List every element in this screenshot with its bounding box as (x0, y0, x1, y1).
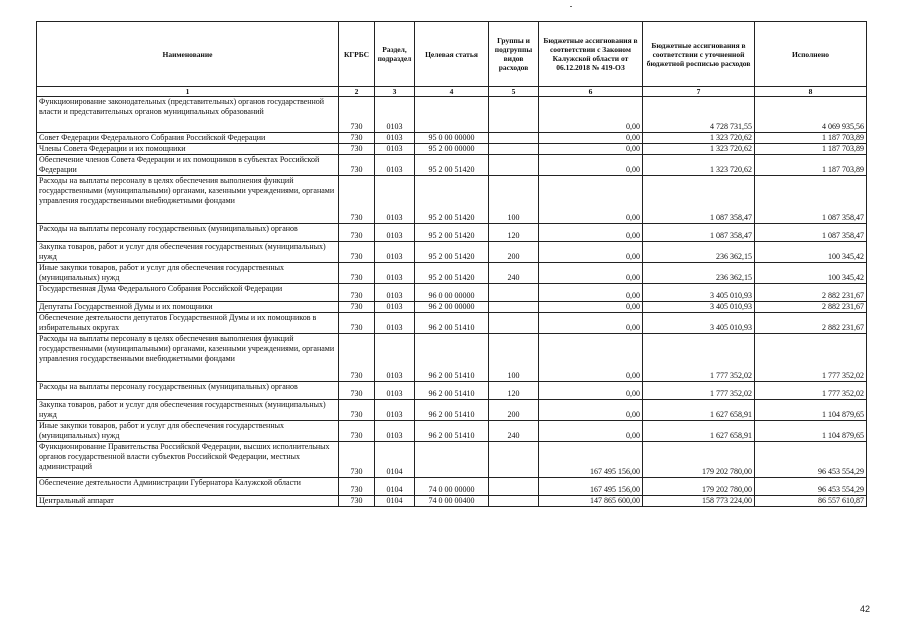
row-target: 96 2 00 51410 (415, 382, 489, 400)
row-section: 0103 (375, 144, 415, 155)
row-budget-law: 0,00 (539, 263, 643, 284)
row-target: 95 2 00 51420 (415, 263, 489, 284)
table-row (37, 382, 867, 400)
row-kgrbs: 730 (339, 97, 375, 133)
row-budget-law: 0,00 (539, 133, 643, 144)
row-section: 0103 (375, 155, 415, 176)
table-row (37, 133, 867, 144)
row-section: 0103 (375, 97, 415, 133)
row-group (489, 97, 539, 133)
row-group: 120 (489, 382, 539, 400)
row-budget-revised: 1 087 358,47 (643, 176, 755, 224)
row-executed: 1 777 352,02 (755, 382, 867, 400)
row-section: 0103 (375, 242, 415, 263)
row-kgrbs: 730 (339, 334, 375, 382)
row-executed: 1 104 879,65 (755, 421, 867, 442)
row-group (489, 313, 539, 334)
row-name: Члены Совета Федерации и их помощники (37, 144, 339, 155)
row-kgrbs: 730 (339, 133, 375, 144)
row-budget-law: 0,00 (539, 382, 643, 400)
table-row (37, 97, 867, 133)
row-budget-revised: 1 627 658,91 (643, 400, 755, 421)
table-row (37, 478, 867, 496)
table-row (37, 421, 867, 442)
row-name: Обеспечение деятельности депутатов Государственной Думы и их помощников в избирательных округах (37, 313, 339, 334)
column-number-row (37, 87, 867, 97)
row-executed: 1 087 358,47 (755, 224, 867, 242)
row-target: 95 2 00 51420 (415, 155, 489, 176)
row-name: Государственная Дума Федерального Собрания Российской Федерации (37, 284, 339, 302)
row-budget-revised: 1 323 720,62 (643, 133, 755, 144)
column-number: 8 (755, 87, 867, 97)
row-budget-law: 0,00 (539, 334, 643, 382)
row-kgrbs: 730 (339, 442, 375, 478)
row-target: 95 0 00 00000 (415, 133, 489, 144)
row-section: 0103 (375, 176, 415, 224)
row-budget-law: 0,00 (539, 176, 643, 224)
row-executed: 1 187 703,89 (755, 155, 867, 176)
row-section: 0103 (375, 382, 415, 400)
row-budget-law: 0,00 (539, 155, 643, 176)
row-name: Расходы на выплаты персоналу государственных (муниципальных) органов (37, 224, 339, 242)
row-name: Расходы на выплаты персоналу в целях обеспечения выполнения функций государственными (муниципальными) органами, казенными учреждениями, органами управления государственными внебюджетными фондами (37, 176, 339, 224)
row-target: 96 2 00 51410 (415, 313, 489, 334)
row-section: 0103 (375, 263, 415, 284)
row-executed: 1 104 879,65 (755, 400, 867, 421)
row-name: Функционирование Правительства Российской Федерации, высших исполнительных органов государственной власти субъектов Российской Федерации, местных администраций (37, 442, 339, 478)
row-group: 240 (489, 263, 539, 284)
row-section: 0104 (375, 496, 415, 507)
row-section: 0103 (375, 400, 415, 421)
table-row (37, 400, 867, 421)
row-executed: 2 882 231,67 (755, 313, 867, 334)
row-budget-law: 0,00 (539, 400, 643, 421)
row-budget-revised: 1 323 720,62 (643, 155, 755, 176)
row-budget-revised: 179 202 780,00 (643, 442, 755, 478)
row-kgrbs: 730 (339, 224, 375, 242)
row-budget-revised: 3 405 010,93 (643, 302, 755, 313)
row-section: 0103 (375, 133, 415, 144)
row-name: Иные закупки товаров, работ и услуг для обеспечения государственных (муниципальных) нужд (37, 263, 339, 284)
row-budget-law: 0,00 (539, 144, 643, 155)
table-row (37, 242, 867, 263)
row-executed: 2 882 231,67 (755, 284, 867, 302)
header-executed: Исполнено (755, 22, 867, 87)
row-name: Центральный аппарат (37, 496, 339, 507)
row-kgrbs: 730 (339, 421, 375, 442)
row-budget-law: 0,00 (539, 224, 643, 242)
row-kgrbs: 730 (339, 242, 375, 263)
row-executed: 1 087 358,47 (755, 176, 867, 224)
header-kgrbs: КГРБС (339, 22, 375, 87)
row-target: 95 2 00 51420 (415, 242, 489, 263)
row-budget-law: 167 495 156,00 (539, 442, 643, 478)
page-number: 42 (860, 604, 871, 614)
row-group: 200 (489, 242, 539, 263)
row-kgrbs: 730 (339, 155, 375, 176)
scan-speck (570, 6, 572, 7)
row-kgrbs: 730 (339, 478, 375, 496)
row-group: 200 (489, 400, 539, 421)
row-executed: 1 187 703,89 (755, 144, 867, 155)
row-name: Расходы на выплаты персоналу государственных (муниципальных) органов (37, 382, 339, 400)
table-row (37, 313, 867, 334)
row-section: 0103 (375, 284, 415, 302)
row-section: 0104 (375, 442, 415, 478)
row-section: 0104 (375, 478, 415, 496)
row-name: Иные закупки товаров, работ и услуг для обеспечения государственных (муниципальных) нужд (37, 421, 339, 442)
row-group (489, 442, 539, 478)
row-budget-revised: 3 405 010,93 (643, 313, 755, 334)
row-target: 74 0 00 00400 (415, 496, 489, 507)
row-target (415, 442, 489, 478)
row-section: 0103 (375, 302, 415, 313)
row-budget-law: 167 495 156,00 (539, 478, 643, 496)
row-budget-revised: 4 728 731,55 (643, 97, 755, 133)
budget-table (36, 21, 867, 507)
row-budget-revised: 1 323 720,62 (643, 144, 755, 155)
row-budget-revised: 179 202 780,00 (643, 478, 755, 496)
row-name: Расходы на выплаты персоналу в целях обеспечения выполнения функций государственными (муниципальными) органами, казенными учреждениями, органами управления государственными внебюджетными фондами (37, 334, 339, 382)
row-executed: 96 453 554,29 (755, 442, 867, 478)
row-group: 100 (489, 334, 539, 382)
row-group: 120 (489, 224, 539, 242)
row-group (489, 478, 539, 496)
row-target: 96 2 00 51410 (415, 334, 489, 382)
table-row (37, 302, 867, 313)
row-group (489, 155, 539, 176)
row-budget-revised: 1 087 358,47 (643, 224, 755, 242)
column-number: 1 (37, 87, 339, 97)
row-section: 0103 (375, 224, 415, 242)
row-executed: 100 345,42 (755, 242, 867, 263)
row-budget-revised: 158 773 224,00 (643, 496, 755, 507)
row-executed: 1 187 703,89 (755, 133, 867, 144)
row-group (489, 133, 539, 144)
row-budget-law: 0,00 (539, 421, 643, 442)
column-number: 7 (643, 87, 755, 97)
row-group: 240 (489, 421, 539, 442)
row-name: Функционирование законодательных (представительных) органов государственной власти и представительных органов муниципальных образований (37, 97, 339, 133)
column-number: 4 (415, 87, 489, 97)
row-kgrbs: 730 (339, 302, 375, 313)
column-number: 6 (539, 87, 643, 97)
header-groups: Группы и подгруппы видов расходов (489, 22, 539, 87)
row-target: 95 2 00 51420 (415, 224, 489, 242)
row-executed: 86 557 610,87 (755, 496, 867, 507)
row-name: Закупка товаров, работ и услуг для обеспечения государственных (муниципальных) нужд (37, 242, 339, 263)
row-target: 96 2 00 00000 (415, 302, 489, 313)
column-number: 3 (375, 87, 415, 97)
header-budget-revised: Бюджетные ассигнования в соответствии с уточненной бюджетной росписью расходов (643, 22, 755, 87)
row-budget-law: 0,00 (539, 302, 643, 313)
column-number: 2 (339, 87, 375, 97)
table-row (37, 496, 867, 507)
row-target: 74 0 00 00000 (415, 478, 489, 496)
row-kgrbs: 730 (339, 400, 375, 421)
row-kgrbs: 730 (339, 263, 375, 284)
column-number: 5 (489, 87, 539, 97)
row-target: 95 2 00 51420 (415, 176, 489, 224)
row-executed: 96 453 554,29 (755, 478, 867, 496)
table-row (37, 176, 867, 224)
row-kgrbs: 730 (339, 284, 375, 302)
row-budget-revised: 236 362,15 (643, 263, 755, 284)
row-kgrbs: 730 (339, 144, 375, 155)
row-section: 0103 (375, 334, 415, 382)
row-budget-law: 0,00 (539, 284, 643, 302)
row-budget-law: 0,00 (539, 242, 643, 263)
table-row (37, 334, 867, 382)
row-group (489, 302, 539, 313)
row-target: 96 2 00 51410 (415, 400, 489, 421)
row-budget-law: 0,00 (539, 97, 643, 133)
row-budget-revised: 1 777 352,02 (643, 382, 755, 400)
row-section: 0103 (375, 313, 415, 334)
row-budget-revised: 236 362,15 (643, 242, 755, 263)
row-executed: 100 345,42 (755, 263, 867, 284)
budget-report-sheet (36, 21, 866, 507)
header-name: Наименование (37, 22, 339, 87)
table-body (37, 97, 867, 507)
row-kgrbs: 730 (339, 176, 375, 224)
table-row (37, 224, 867, 242)
row-group: 100 (489, 176, 539, 224)
row-budget-revised: 3 405 010,93 (643, 284, 755, 302)
row-group (489, 144, 539, 155)
row-name: Совет Федерации Федерального Собрания Российской Федерации (37, 133, 339, 144)
row-kgrbs: 730 (339, 313, 375, 334)
row-name: Обеспечение деятельности Администрации Губернатора Калужской области (37, 478, 339, 496)
row-group (489, 284, 539, 302)
row-target: 95 2 00 00000 (415, 144, 489, 155)
header-budget-law: Бюджетные ассигнования в соответствии с Законом Калужской области от 06.12.2018 № 419-ОЗ (539, 22, 643, 87)
row-budget-law: 0,00 (539, 313, 643, 334)
row-target: 96 2 00 51410 (415, 421, 489, 442)
table-row (37, 442, 867, 478)
table-row (37, 155, 867, 176)
table-header-row (37, 22, 867, 87)
row-name: Закупка товаров, работ и услуг для обеспечения государственных (муниципальных) нужд (37, 400, 339, 421)
table-row (37, 263, 867, 284)
table-row (37, 284, 867, 302)
row-budget-revised: 1 777 352,02 (643, 334, 755, 382)
row-budget-law: 147 865 600,00 (539, 496, 643, 507)
row-executed: 1 777 352,02 (755, 334, 867, 382)
row-name: Обеспечение членов Совета Федерации и их помощников в субъектах Российской Федерации (37, 155, 339, 176)
table-row (37, 144, 867, 155)
header-target: Целевая статья (415, 22, 489, 87)
header-section: Раздел, подраздел (375, 22, 415, 87)
row-group (489, 496, 539, 507)
row-kgrbs: 730 (339, 382, 375, 400)
row-section: 0103 (375, 421, 415, 442)
row-kgrbs: 730 (339, 496, 375, 507)
row-target (415, 97, 489, 133)
row-budget-revised: 1 627 658,91 (643, 421, 755, 442)
row-executed: 4 069 935,56 (755, 97, 867, 133)
row-executed: 2 882 231,67 (755, 302, 867, 313)
row-target: 96 0 00 00000 (415, 284, 489, 302)
row-name: Депутаты Государственной Думы и их помощники (37, 302, 339, 313)
